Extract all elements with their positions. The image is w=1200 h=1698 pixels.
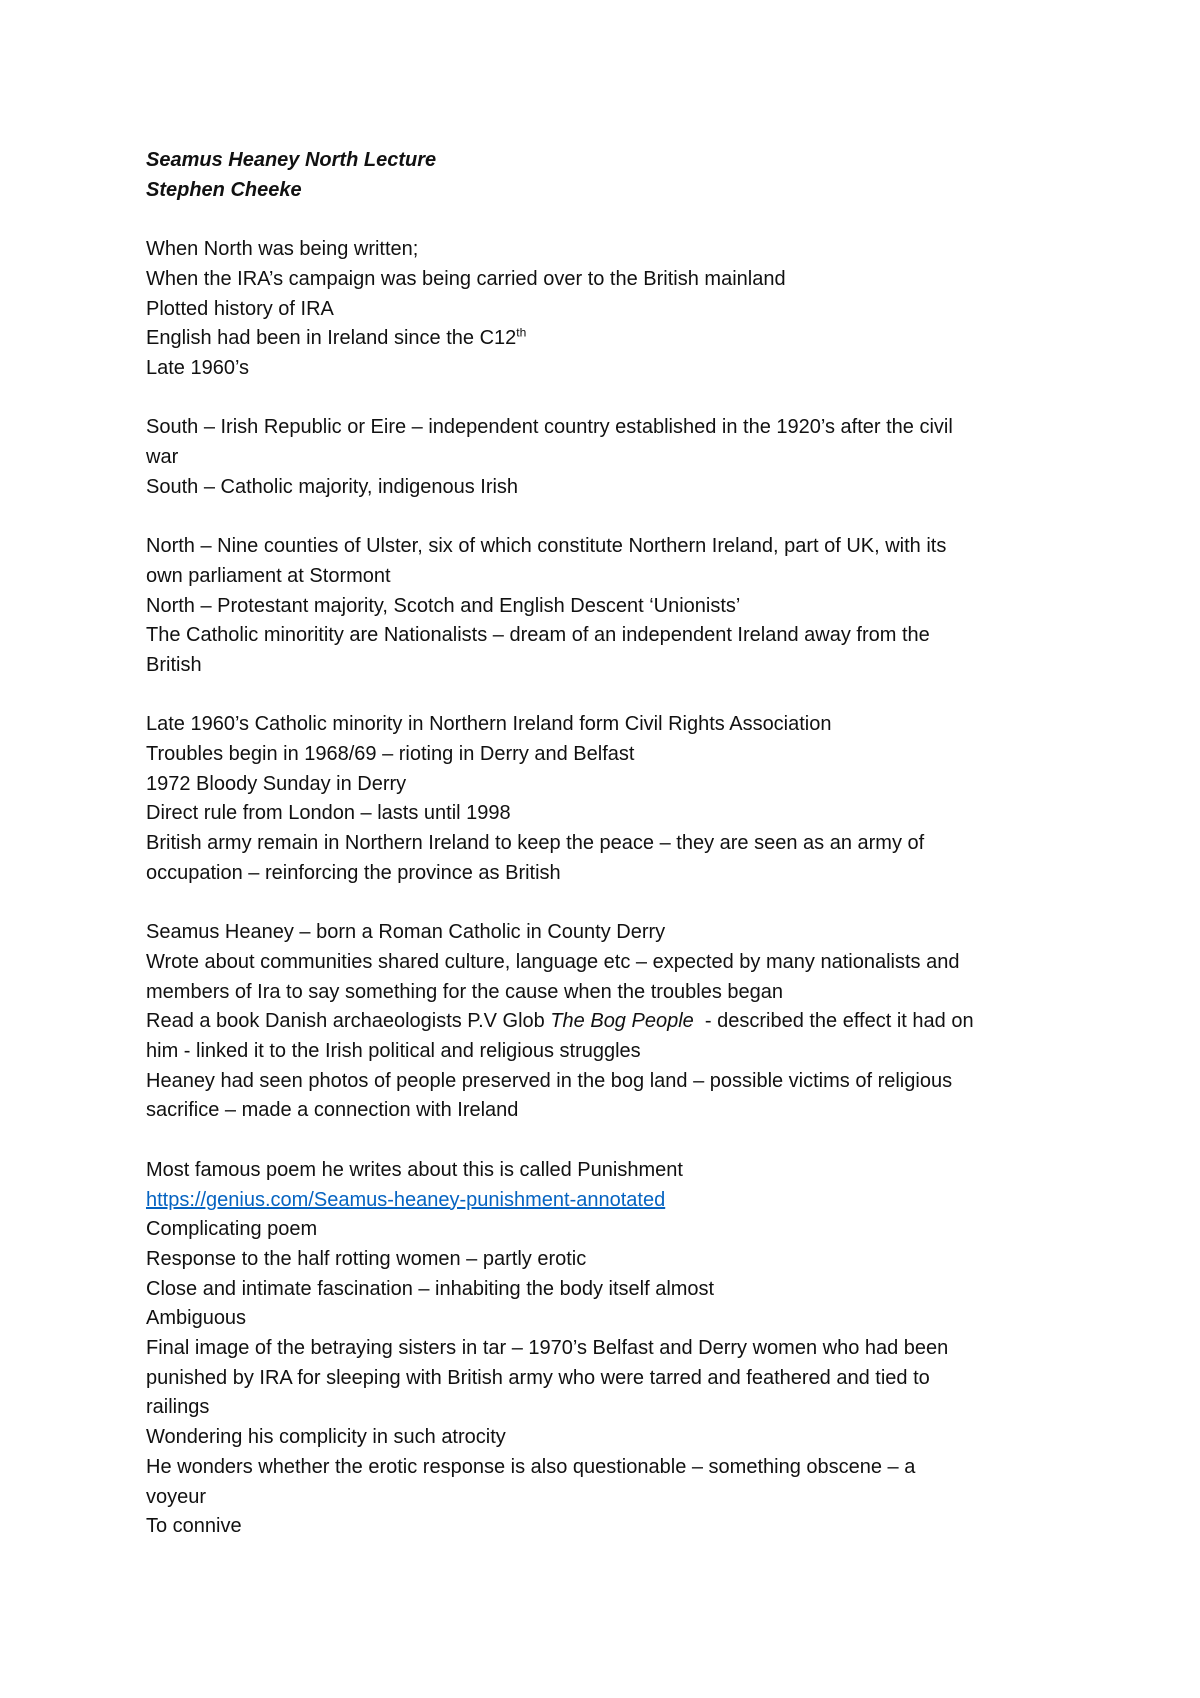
text-line: Late 1960’s: [146, 356, 250, 379]
paragraph-gap: [146, 502, 1066, 532]
paragraph-gap: [146, 1126, 1066, 1156]
text-line: The Catholic minoritity are Nationalists – dream of an independent Ireland away from the: [146, 624, 930, 647]
text-line: British army remain in Northern Ireland to keep the peace – they are seen as an army of: [146, 832, 925, 855]
text-line: Most famous poem he writes about this is called Punishment: [146, 1158, 683, 1181]
text-line: Wondering his complicity in such atrocity: [146, 1426, 506, 1449]
text-segment: English had been in Ireland since the C12: [146, 327, 517, 350]
text-line: South – Irish Republic or Eire – independent country established in the 1920’s after the civil: [146, 416, 953, 439]
text-line: war: [146, 446, 179, 468]
text-line: voyeur: [146, 1485, 207, 1508]
document-author: Stephen Cheeke: [146, 178, 302, 201]
text-line: Plotted history of IRA: [146, 297, 334, 320]
text-line: [146, 324, 1066, 354]
text-segment: - described the effect it had on: [693, 1010, 974, 1033]
paragraph-gap: [146, 384, 1066, 414]
text-line: South – Catholic majority, indigenous Irish: [146, 475, 519, 498]
superscript: th: [516, 325, 527, 340]
text-line: To connive: [146, 1515, 242, 1538]
text-line: When North was being written;: [146, 238, 419, 261]
text-line: [146, 1186, 1066, 1216]
text-line: members of Ira to say something for the cause when the troubles began: [146, 980, 784, 1003]
text-line: Response to the half rotting women – partly erotic: [146, 1247, 587, 1270]
paragraph-gap: [146, 205, 1066, 235]
text-line: sacrifice – made a connection with Ireland: [146, 1099, 519, 1122]
text-line: North – Nine counties of Ulster, six of which constitute Northern Ireland, part of UK, with its: [146, 535, 947, 558]
text-line: Heaney had seen photos of people preserved in the bog land – possible victims of religious: [146, 1069, 953, 1092]
text-line: Close and intimate fascination – inhabiting the body itself almost: [146, 1277, 715, 1300]
book-title: The Bog People: [550, 1010, 694, 1033]
text-line: railings: [146, 1396, 210, 1419]
poem-annotation-link[interactable]: https://genius.com/Seamus-heaney-punishment-annotated: [146, 1188, 666, 1211]
text-line: punished by IRA for sleeping with British army who were tarred and feathered and tied to: [146, 1366, 930, 1389]
text-line: Wrote about communities shared culture, language etc – expected by many nationalists and: [146, 950, 960, 973]
text-line: He wonders whether the erotic response is also questionable – something obscene – a: [146, 1455, 916, 1478]
text-line: [146, 1007, 1066, 1037]
text-line: 1972 Bloody Sunday in Derry: [146, 772, 407, 795]
paragraph-gap: [146, 889, 1066, 919]
text-line: North – Protestant majority, Scotch and English Descent ‘Unionists’: [146, 594, 741, 617]
document-page: [146, 146, 1066, 1542]
text-line: Late 1960’s Catholic minority in Northern Ireland form Civil Rights Association: [146, 713, 832, 736]
text-line: When the IRA’s campaign was being carried over to the British mainland: [146, 267, 786, 290]
text-line: Troubles begin in 1968/69 – rioting in Derry and Belfast: [146, 743, 635, 765]
text-line: occupation – reinforcing the province as British: [146, 861, 561, 884]
text-line: Final image of the betraying sisters in tar – 1970’s Belfast and Derry women who had been: [146, 1337, 949, 1360]
text-line: Complicating poem: [146, 1218, 318, 1241]
document-title: Seamus Heaney North Lecture: [146, 149, 437, 171]
text-line: own parliament at Stormont: [146, 564, 391, 587]
text-line: Direct rule from London – lasts until 1998: [146, 802, 511, 825]
text-segment: Read a book Danish archaeologists P.V Glob: [146, 1010, 551, 1033]
text-line: Ambiguous: [146, 1307, 247, 1330]
text-line: him - linked it to the Irish political and religious struggles: [146, 1040, 641, 1063]
text-line: British: [146, 653, 202, 676]
paragraph-gap: [146, 681, 1066, 711]
text-line: Seamus Heaney – born a Roman Catholic in County Derry: [146, 921, 666, 944]
